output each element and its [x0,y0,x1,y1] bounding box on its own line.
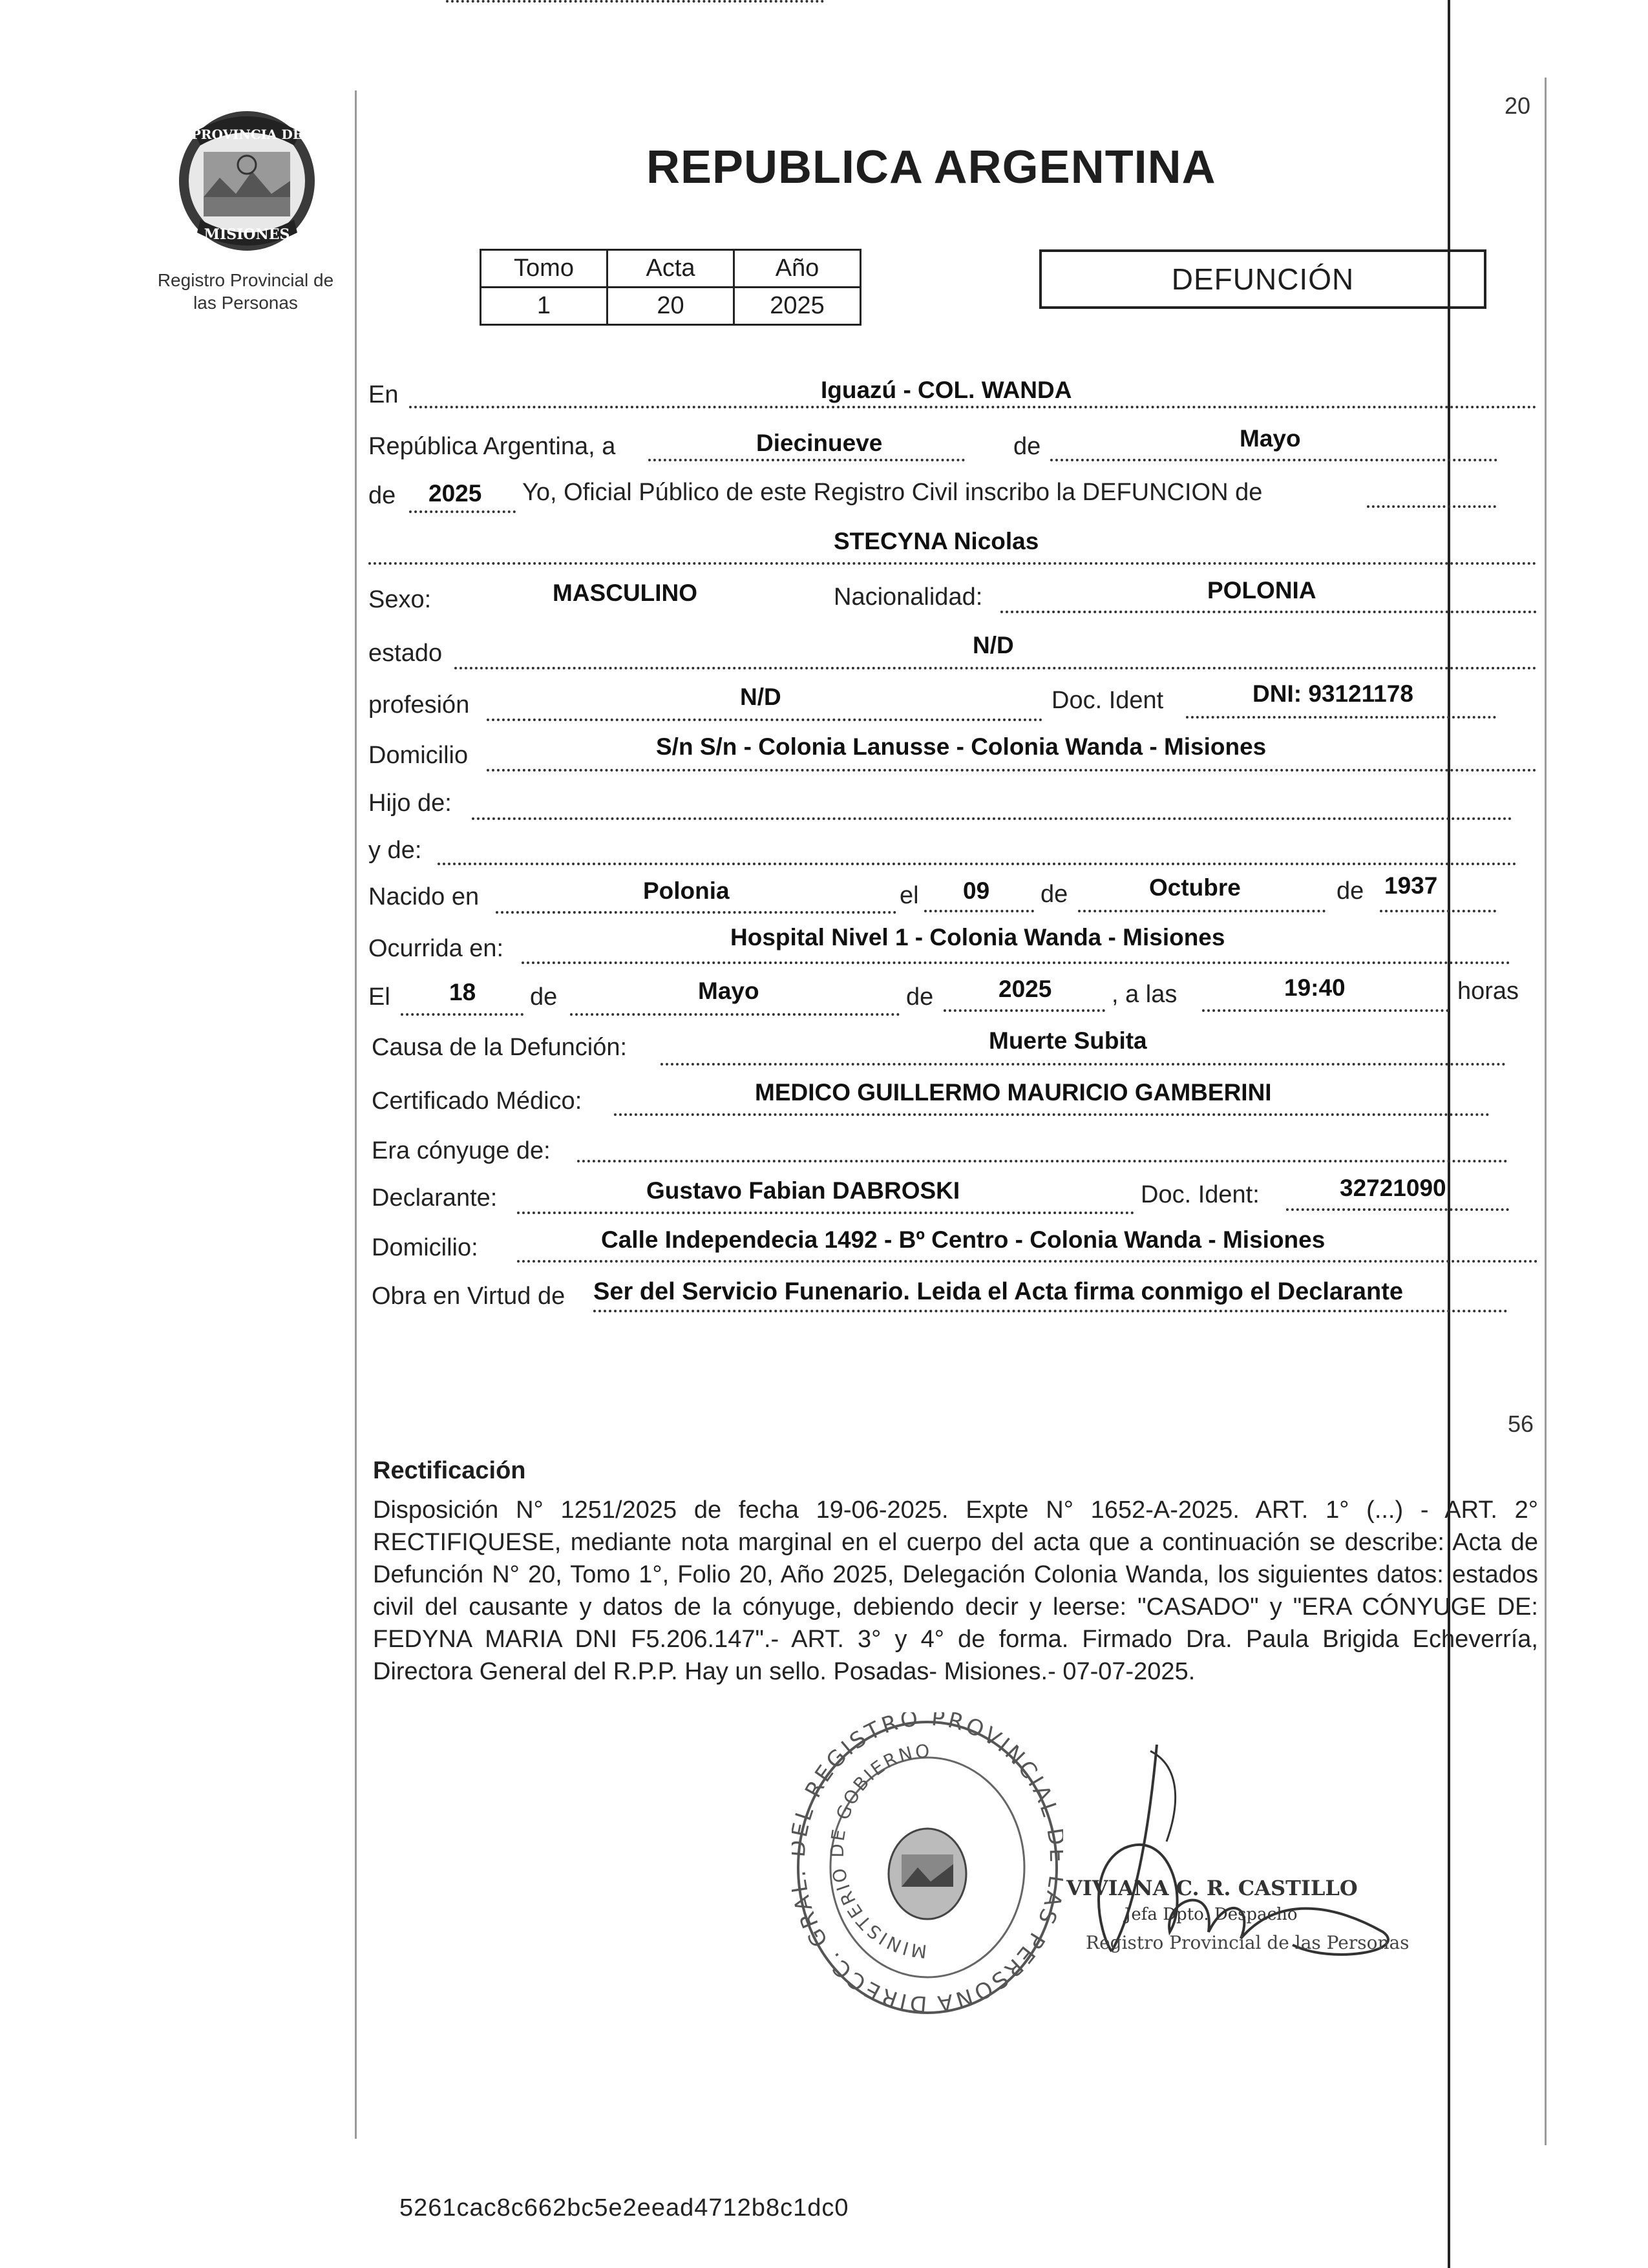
sexo-value: MASCULINO [553,580,698,606]
page-number-top: 20 [1505,92,1531,119]
rectificacion-body: Disposición N° 1251/2025 de fecha 19-06-2025. Expte N° 1652-A-2025. ART. 1° (...) - ART. 2° RECTIFIQUESE, mediante nota marginal en el cuerpo del acta que a continuación se describe: Acta de Defunción N° 20, Tomo 1°, Folio 20, Año 2025, Delegación Colonia Wanda, los siguientes datos: estados civil del causante y datos de la cónyuge, debiendo decir y leerse: "CASADO" y "ERA CÓNYUGE DE: FEDYNA MARIA DNI F5.206.147".- ART. 3° y 4° de forma. Firmado Dra. Paula Brigida Echeverría, Directora General del R.P.P. Hay un sello. Posadas- Misiones.- 07-07-2025. [373,1496,1538,1685]
doc-ident-value: DNI: 93121178 [1252,680,1413,707]
causa-label: Causa de la Defunción: [372,1034,628,1061]
de-label-1: de [1013,433,1041,460]
obra-value: Ser del Servicio Funenario. Leida el Acta firma conmigo el Declarante [593,1278,1403,1305]
en-value: Iguazú - COL. WANDA [821,377,1072,403]
death-year-dotted-line [944,1009,1105,1012]
hijo-dotted-line [472,817,1512,820]
profesion-dotted-line [487,719,1042,721]
registry-caption-line1: Registro Provincial de [157,270,334,290]
fold-line [1448,0,1450,2268]
doc2-dotted-line [1286,1208,1509,1211]
estado-label: estado [368,640,443,667]
record-table-value-ano: 2025 [734,288,861,325]
day-dotted-line [648,459,965,461]
record-table-value-tomo: 1 [481,288,607,325]
svg-text:MISIONES: MISIONES [204,226,290,243]
ocurrida-value: Hospital Nivel 1 - Colonia Wanda - Misiones [730,924,1225,950]
death-month: Mayo [698,978,759,1004]
de-label-2: de [368,482,396,509]
birth-day-dotted-line [924,910,1034,912]
month-dotted-line [1050,459,1497,461]
doc-ident-label: Doc. Ident [1051,687,1164,714]
day-value: Diecinueve [756,430,883,456]
profesion-label: profesión [368,691,470,719]
death-time-dotted-line [1202,1009,1449,1012]
nacido-value: Polonia [643,877,730,904]
obra-dotted-line [593,1310,1508,1312]
domicilio-label: Domicilio [368,742,469,769]
en-dotted-line [409,406,1537,408]
republica-label: República Argentina, a [368,433,616,460]
causa-value: Muerte Subita [989,1027,1147,1054]
ocurrida-dotted-line [522,961,1510,964]
doc-ident-dotted-line [1186,716,1496,719]
record-table-header-tomo: Tomo [481,250,607,288]
right-margin-line [1545,78,1547,2145]
de-label-6: de [906,983,934,1011]
signature-role: Jefa Dpto. Despacho [1125,1905,1298,1924]
death-month-dotted-line [570,1013,900,1016]
estado-value: N/D [973,632,1014,658]
doc2-label: Doc. Ident: [1141,1181,1260,1208]
domicilio-value: S/n S/n - Colonia Lanusse - Colonia Wanda - Misiones [656,733,1267,760]
nacido-label: Nacido en [368,883,480,910]
birth-month: Octubre [1149,874,1241,901]
nacionalidad-label: Nacionalidad: [834,583,983,611]
signature-name: VIVIANA C. R. CASTILLO [1066,1876,1358,1900]
oficial-text: Yo, Oficial Público de este Registro Civil inscribo la DEFUNCION de [522,479,1263,506]
yde-label: y de: [368,837,422,864]
en-label: En [368,381,399,408]
declarante-dotted-line [517,1212,1134,1214]
registry-caption-line2: las Personas [193,293,298,313]
rectificacion-title: Rectificación [373,1457,526,1484]
birth-year: 1937 [1384,872,1438,899]
document-hash: 5261cac8c662bc5e2eead4712b8c1dc0 [399,2194,849,2221]
yde-dotted-line [438,863,1517,865]
death-year: 2025 [998,976,1052,1002]
stamp-inner-text: MINISTERIO DE GOBIERNO [826,1740,932,1962]
certificado-dotted-line [614,1113,1490,1116]
conyuge-dotted-line [577,1160,1508,1162]
hijo-label: Hijo de: [368,790,452,817]
left-margin-line [355,90,357,2139]
declarante-label: Declarante: [372,1184,498,1212]
causa-dotted-line [660,1063,1506,1066]
ocurrida-label: Ocurrida en: [368,935,504,962]
birth-day: 09 [963,877,990,904]
name-dotted-line [368,562,1537,565]
nacionalidad-value: POLONIA [1207,577,1316,604]
de-label-4: de [1336,877,1364,905]
month-value: Mayo [1240,425,1301,452]
year-value: 2025 [428,480,482,507]
registry-stamp [792,1712,1063,2022]
sexo-label: Sexo: [368,586,432,613]
death-day: 18 [449,979,476,1005]
signature-organization: Registro Provincial de las Personas [1086,1932,1410,1953]
certificado-label: Certificado Médico: [372,1087,582,1115]
record-table-header-acta: Acta [607,250,734,288]
el-label: el [900,882,919,909]
birth-year-dotted-line [1380,910,1496,912]
record-table [480,249,861,326]
stamp-ring-text: DIRECC. GR L REGISTRO PROVINCIAL S PERSONA [792,1712,1063,2017]
de-label-3: de [1041,881,1068,908]
horas-label: horas [1457,978,1519,1005]
death-day-dotted-line [401,1013,523,1016]
estado-dotted-line [454,667,1537,669]
nacionalidad-dotted-line [1000,611,1537,613]
record-type-box: DEFUNCIÓN [1039,249,1486,309]
domicilio2-label: Domicilio: [372,1234,478,1261]
de-label-5: de [530,983,558,1011]
record-table-header-ano: Año [734,250,861,288]
conyuge-label: Era cónyuge de: [372,1137,551,1164]
domicilio-dotted-line [487,769,1537,772]
declarante-value: Gustavo Fabian DABROSKI [646,1177,960,1204]
margin-number: 56 [1508,1411,1534,1437]
oficial-dotted-line [1367,505,1496,508]
svg-text:PROVINCIA DE: PROVINCIA DE [191,127,303,142]
year-dotted-line [409,510,516,513]
alas-label: , a las [1112,981,1178,1008]
nacido-dotted-line [496,911,896,914]
death-time: 19:40 [1284,974,1346,1001]
sexo-dotted-line [446,0,824,3]
doc2-value: 32721090 [1340,1175,1446,1201]
record-table-value-acta: 20 [607,288,734,325]
profesion-value: N/D [740,684,781,710]
deceased-name: STECYNA Nicolas [834,528,1039,554]
document-title: REPUBLICA ARGENTINA [646,142,1216,193]
domicilio2-dotted-line [517,1260,1538,1263]
province-seal-logo [174,107,320,252]
certificado-value: MEDICO GUILLERMO MAURICIO GAMBERINI [755,1079,1272,1106]
domicilio2-value: Calle Independecia 1492 - Bº Centro - Colonia Wanda - Misiones [601,1226,1326,1253]
el2-label: El [368,983,390,1011]
obra-label: Obra en Virtud de [372,1283,565,1310]
registry-caption [129,269,362,314]
birth-month-dotted-line [1078,910,1326,912]
